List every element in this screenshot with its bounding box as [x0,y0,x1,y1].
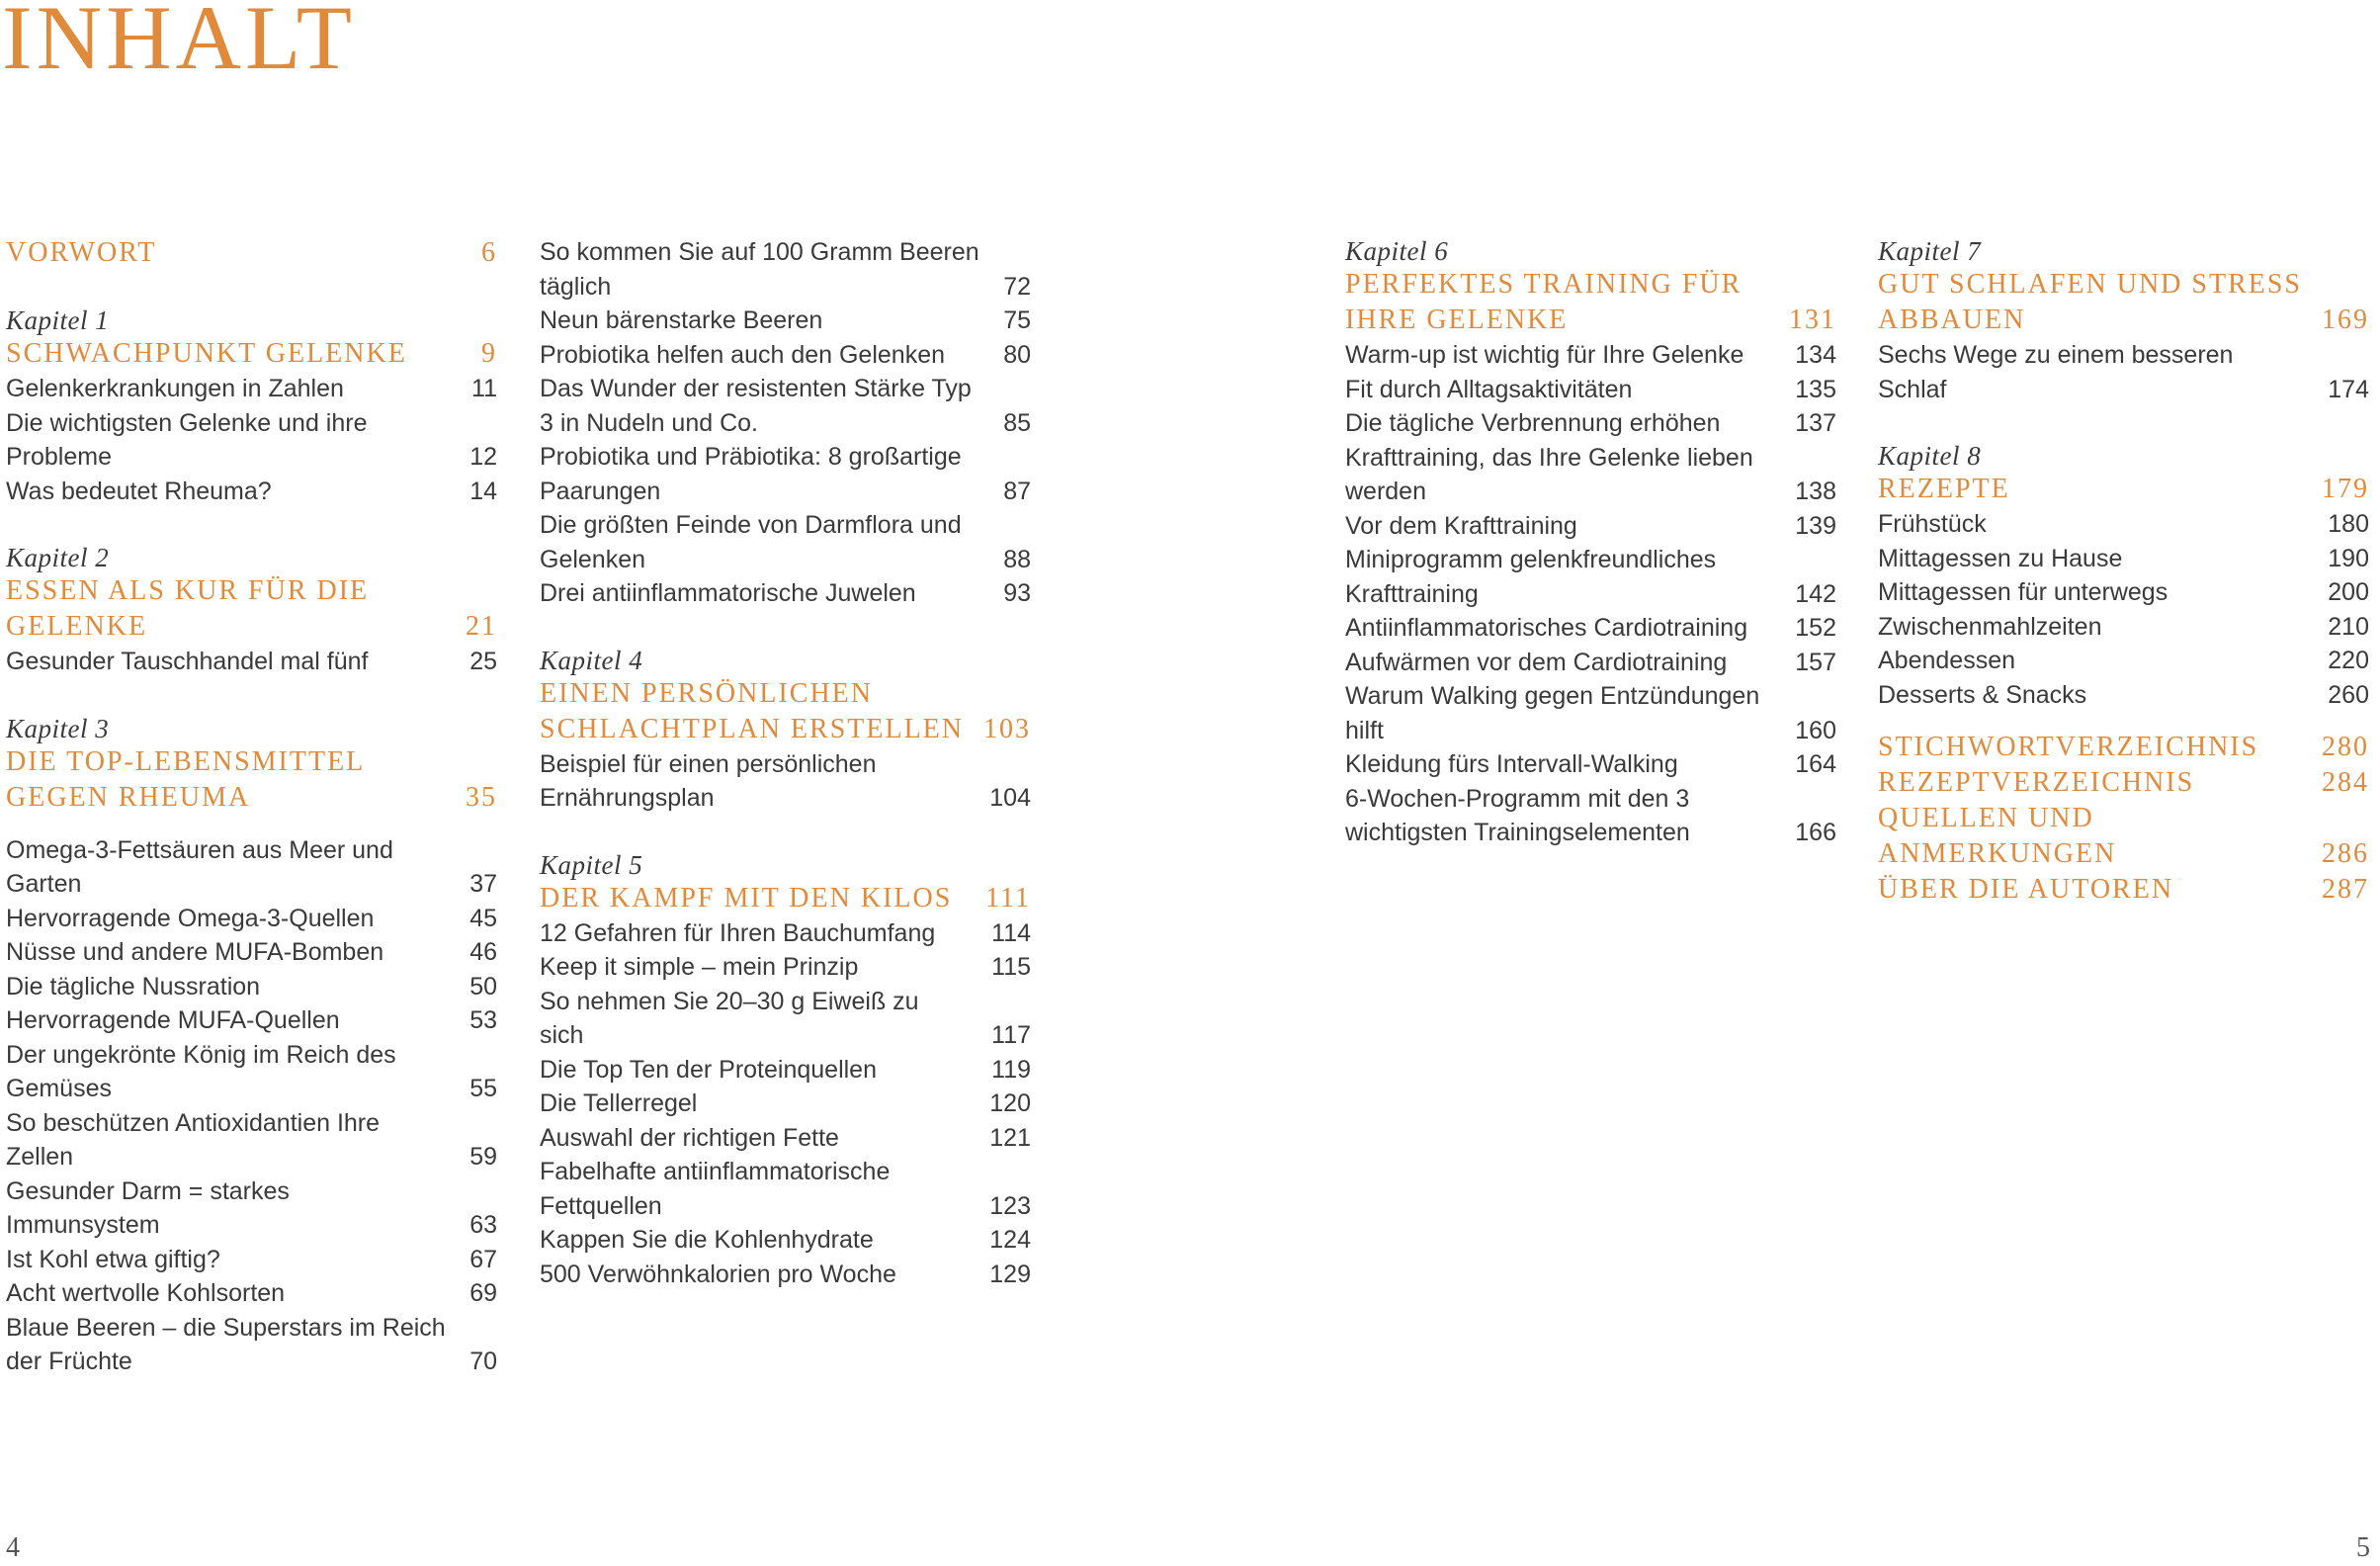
toc-entry-title: Die Top Ten der Proteinquellen [540,1055,877,1084]
page-number: 11 [471,375,497,402]
toc-entry-title: 500 Verwöhnkalorien pro Woche [540,1260,896,1288]
section-heading-title: DIE TOP-LEBENSMITTEL GEGEN RHEUMA [6,745,365,813]
toc-entry-title: Kappen Sie die Kohlenhydrate [540,1226,874,1254]
page-number: 69 [469,1279,497,1307]
toc-entry[interactable] [540,1155,1031,1223]
toc-entry-title: Hervorragende MUFA-Quellen [6,1006,340,1034]
toc-entry[interactable] [1345,646,1836,680]
spacer [540,611,1031,645]
page-number: 87 [1003,477,1031,505]
page-number: 160 [1795,716,1836,744]
toc-entry[interactable] [6,1311,497,1379]
page-number: 142 [1795,579,1836,608]
toc-entry[interactable] [540,338,1031,373]
toc-entry[interactable] [1345,441,1836,509]
spacer [1878,406,2369,440]
page-number: 180 [2328,510,2369,538]
toc-entry-title: Gesunder Darm = starkes Immunsystem [6,1176,290,1239]
page-number-right: 5 [2356,1532,2370,1563]
toc-entry[interactable] [1345,338,1836,373]
page-number: 119 [991,1055,1031,1084]
toc-entry[interactable] [6,475,497,509]
toc-column-3 [1345,235,1836,850]
section-heading-title: GUT SCHLAFEN UND STRESS ABBAUEN [1878,269,2302,335]
toc-entry[interactable] [6,406,497,475]
page-number: 200 [2328,578,2369,606]
toc-entry[interactable] [6,372,497,406]
page-number: 117 [991,1021,1031,1049]
toc-entry-title: Ist Kohl etwa giftig? [6,1245,220,1273]
toc-entry-title: 6-Wochen-Programm mit den 3 wichtigsten Trainingselementen [1345,784,1690,846]
spacer [6,816,497,833]
toc-entry-title: Sechs Wege zu einem besseren Schlaf [1878,341,2234,403]
toc-entry[interactable] [540,1258,1031,1292]
toc-entry[interactable] [540,1223,1031,1258]
toc-entry-title: Vor dem Krafttraining [1345,511,1577,540]
toc-entry-title: Antiinflammatorisches Cardiotraining [1345,614,1748,642]
toc-entry-title: So nehmen Sie 20–30 g Eiweiß zu sich [540,987,919,1049]
toc-entry[interactable] [1878,678,2369,713]
page-number: 67 [469,1245,497,1273]
toc-entry-title: Beispiel für einen persönlichen Ernährungsplan [540,749,877,812]
toc-entry[interactable] [1345,611,1836,646]
spacer [6,679,497,713]
toc-entry-title: Krafttraining, das Ihre Gelenke lieben werden [1345,443,1753,505]
page-number: 75 [1003,306,1031,334]
toc-entry-title: Nüsse und andere MUFA-Bomben [6,938,384,966]
toc-entry[interactable] [1345,679,1836,747]
page-number: 25 [469,648,497,675]
toc-entry[interactable] [540,372,1031,440]
toc-entry-title: Der ungekrönte König im Reich des Gemüses [6,1040,396,1102]
toc-entry-title: Fabelhafte antiinflammatorische Fettquellen [540,1158,891,1220]
toc-entry[interactable] [540,985,1031,1053]
toc-entry[interactable] [540,508,1031,576]
toc-entry[interactable] [540,950,1031,985]
page-number: 115 [991,953,1031,981]
section-heading-title: VORWORT [6,237,157,268]
page-number: 104 [989,784,1031,812]
toc-entry[interactable] [6,902,497,936]
toc-entry[interactable] [6,645,497,679]
toc-entry[interactable] [1878,575,2369,610]
toc-entry[interactable] [6,1003,497,1038]
page-number: 37 [469,870,497,898]
section-heading[interactable] [6,573,497,645]
section-heading[interactable] [1878,267,2369,338]
page-number: 137 [1795,409,1836,437]
page-number: 55 [469,1075,497,1102]
toc-entry-title: Zwischenmahlzeiten [1878,612,2102,641]
toc-entry-title: Die größten Feinde von Darmflora und Gelenken [540,511,962,573]
toc-entry[interactable] [1345,543,1836,611]
toc-entry-title: Die wichtigsten Gelenke und ihre Probleme [6,408,368,471]
toc-entry-title: Hervorragende Omega-3-Quellen [6,904,375,932]
section-heading[interactable] [1345,267,1836,338]
toc-entry[interactable] [540,235,1031,304]
toc-entry-title: Mittagessen für unterwegs [1878,578,2168,606]
page-number: 190 [2328,544,2369,572]
section-heading[interactable] [1878,801,2369,872]
section-heading-title: PERFEKTES TRAINING FÜR IHRE GELENKE [1345,269,1742,335]
toc-entry-title: So kommen Sie auf 100 Gramm Beeren täglich [540,238,979,301]
toc-entry-title: Omega-3-Fettsäuren aus Meer und Garten [6,835,393,898]
toc-column-2 [540,235,1031,1291]
section-heading[interactable] [1878,472,2369,507]
page-number: 14 [469,477,497,505]
toc-entry-title: Probiotika helfen auch den Gelenken [540,340,946,369]
toc-entry-title: Keep it simple – mein Prinzip [540,953,859,981]
section-heading-title: QUELLEN UND ANMERKUNGEN [1878,803,2117,869]
page-number: 124 [989,1226,1031,1254]
toc-entry[interactable] [540,1053,1031,1088]
chapter-label: Kapitel 2 [6,543,110,572]
page-number: 284 [2322,767,2369,798]
page-number: 134 [1795,341,1836,369]
toc-entry[interactable] [6,935,497,970]
chapter-label: Kapitel 3 [6,713,110,743]
toc-entry-title: Auswahl der richtigen Fette [540,1123,839,1152]
page-number: 70 [469,1348,497,1375]
toc-entry[interactable] [540,747,1031,816]
toc-entry-title: Blaue Beeren – die Superstars im Reich der Früchte [6,1313,446,1375]
spacer [540,816,1031,849]
toc-entry[interactable] [540,916,1031,951]
toc-entry-title: Aufwärmen vor dem Cardiotraining [1345,648,1728,676]
toc-entry[interactable] [1878,542,2369,576]
chapter-label: Kapitel 7 [1878,236,1982,266]
page-number: 9 [481,338,497,369]
toc-entry-title: Gelenkerkrankungen in Zahlen [6,375,344,402]
page-number: 111 [985,882,1031,914]
toc-entry[interactable] [1345,509,1836,544]
toc-entry[interactable] [1878,507,2369,542]
toc-entry-title: Warum Walking gegen Entzündungen hilft [1345,682,1760,744]
page-number: 169 [2322,304,2369,335]
page-number: 179 [2322,474,2369,504]
section-heading-title: ÜBER DIE AUTOREN [1878,874,2174,905]
page-number: 120 [989,1089,1031,1117]
page-number: 139 [1795,511,1836,540]
toc-entry-title: 12 Gefahren für Ihren Bauchumfang [540,918,936,947]
section-heading-title: REZEPTVERZEICHNIS [1878,767,2195,798]
toc-entry[interactable] [1345,782,1836,850]
page-number: 21 [466,611,497,642]
toc-entry-title: Frühstück [1878,510,1987,538]
section-heading[interactable] [540,676,1031,747]
toc-entry-title: Was bedeutet Rheuma? [6,477,272,505]
section-heading[interactable] [6,235,497,271]
page-number: 220 [2328,647,2369,674]
toc-entry[interactable] [1878,644,2369,678]
toc-entry-title: Mittagessen zu Hause [1878,544,2123,572]
section-heading[interactable] [6,744,497,816]
toc-entry[interactable] [6,1276,497,1311]
page-number: 286 [2322,838,2369,869]
section-heading[interactable] [1878,730,2369,765]
page-number: 129 [989,1260,1031,1288]
toc-entry-title: Fit durch Alltagsaktivitäten [1345,375,1633,403]
page-number: 157 [1795,648,1836,676]
toc-entry-title: Die tägliche Nussration [6,972,261,1000]
toc-entry[interactable] [6,1174,497,1243]
section-heading-title: REZEPTE [1878,474,2010,504]
page-number: 121 [989,1123,1031,1152]
page-number: 63 [469,1211,497,1239]
page-number: 123 [989,1191,1031,1220]
toc-entry-title: Probiotika und Präbiotika: 8 großartige Paarungen [540,443,962,505]
toc-entry[interactable] [540,576,1031,611]
toc-entry-title: Das Wunder der resistenten Stärke Typ 3 in Nudeln und Co. [540,375,972,437]
page-number-left: 4 [6,1532,20,1563]
toc-entry-title: Miniprogramm gelenkfreundliches Krafttraining [1345,546,1717,608]
toc-entry[interactable] [1878,610,2369,645]
toc-entry-title: Abendessen [1878,647,2016,674]
page-number: 280 [2322,732,2369,762]
toc-entry-title: Drei antiinflammatorische Juwelen [540,579,916,607]
page-number: 166 [1795,819,1836,846]
toc-entry-title: Die tägliche Verbrennung erhöhen [1345,409,1721,437]
toc-entry-title: So beschützen Antioxidantien Ihre Zellen [6,1108,381,1171]
toc-column-1 [6,235,497,1379]
toc-entry[interactable] [540,440,1031,508]
chapter-label: Kapitel 5 [540,849,643,880]
page-number: 88 [1003,545,1031,573]
toc-entry-title: Warm-up ist wichtig für Ihre Gelenke [1345,341,1744,369]
toc-entry[interactable] [540,304,1031,338]
section-heading-title: SCHWACHPUNKT GELENKE [6,338,407,369]
page-number: 210 [2328,612,2369,641]
toc-entry[interactable] [1345,747,1836,782]
chapter-label: Kapitel 4 [540,645,643,675]
page-number: 152 [1795,614,1836,642]
section-heading[interactable] [1878,765,2369,801]
page-number: 35 [466,781,497,813]
toc-entry[interactable] [1878,338,2369,406]
section-heading-title: ESSEN ALS KUR FÜR DIE GELENKE [6,575,370,642]
toc-entry-title: Desserts & Snacks [1878,680,2087,709]
section-heading[interactable] [6,336,497,372]
page-number: 50 [469,972,497,1000]
toc-entry[interactable] [6,970,497,1004]
toc-entry[interactable] [6,833,497,902]
page-number: 174 [2328,375,2369,403]
toc-entry-title: Neun bärenstarke Beeren [540,306,823,334]
chapter-label: Kapitel 8 [1878,441,1982,471]
page-number: 12 [469,443,497,471]
section-heading[interactable] [1878,872,2369,908]
page-number: 46 [469,938,497,966]
page-number: 80 [1003,340,1031,369]
toc-entry-title: Gesunder Tauschhandel mal fünf [6,648,369,675]
chapter-label: Kapitel 6 [1345,236,1449,266]
toc-entry[interactable] [6,1038,497,1106]
spacer [6,508,497,542]
section-heading-title: EINEN PERSÖNLICHEN SCHLACHTPLAN ERSTELLEN [540,677,964,744]
toc-entry-title: Die Tellerregel [540,1089,698,1117]
section-heading[interactable] [540,881,1031,916]
section-heading-title: STICHWORTVERZEICHNIS [1878,732,2259,762]
page-number: 135 [1795,375,1836,403]
page-number: 72 [1003,272,1031,301]
toc-entry[interactable] [6,1243,497,1277]
toc-entry-title: Acht wertvolle Kohlsorten [6,1279,286,1307]
page-number: 260 [2328,680,2369,709]
toc-entry-title: Kleidung fürs Intervall-Walking [1345,750,1678,778]
page-number: 131 [1789,304,1836,335]
page-number: 114 [991,918,1031,947]
toc-entry[interactable] [1345,406,1836,441]
page-number: 59 [469,1143,497,1171]
page-title: INHALT [2,0,356,88]
section-heading-title: DER KAMPF MIT DEN KILOS [540,882,953,914]
toc-entry[interactable] [540,1087,1031,1121]
toc-column-4 [1878,235,2369,908]
page-number: 6 [481,237,497,268]
page-number: 287 [2322,874,2369,905]
toc-entry[interactable] [540,1121,1031,1156]
page-number: 138 [1795,478,1836,505]
spacer [1878,712,2369,730]
spacer [6,271,497,304]
page-number: 45 [469,904,497,932]
toc-entry[interactable] [1345,373,1836,407]
toc-entry[interactable] [6,1106,497,1174]
page-number: 164 [1795,750,1836,778]
chapter-label: Kapitel 1 [6,305,110,335]
page-number: 103 [983,713,1031,744]
page-number: 93 [1003,579,1031,607]
page-number: 85 [1003,408,1031,437]
page-number: 53 [469,1006,497,1034]
